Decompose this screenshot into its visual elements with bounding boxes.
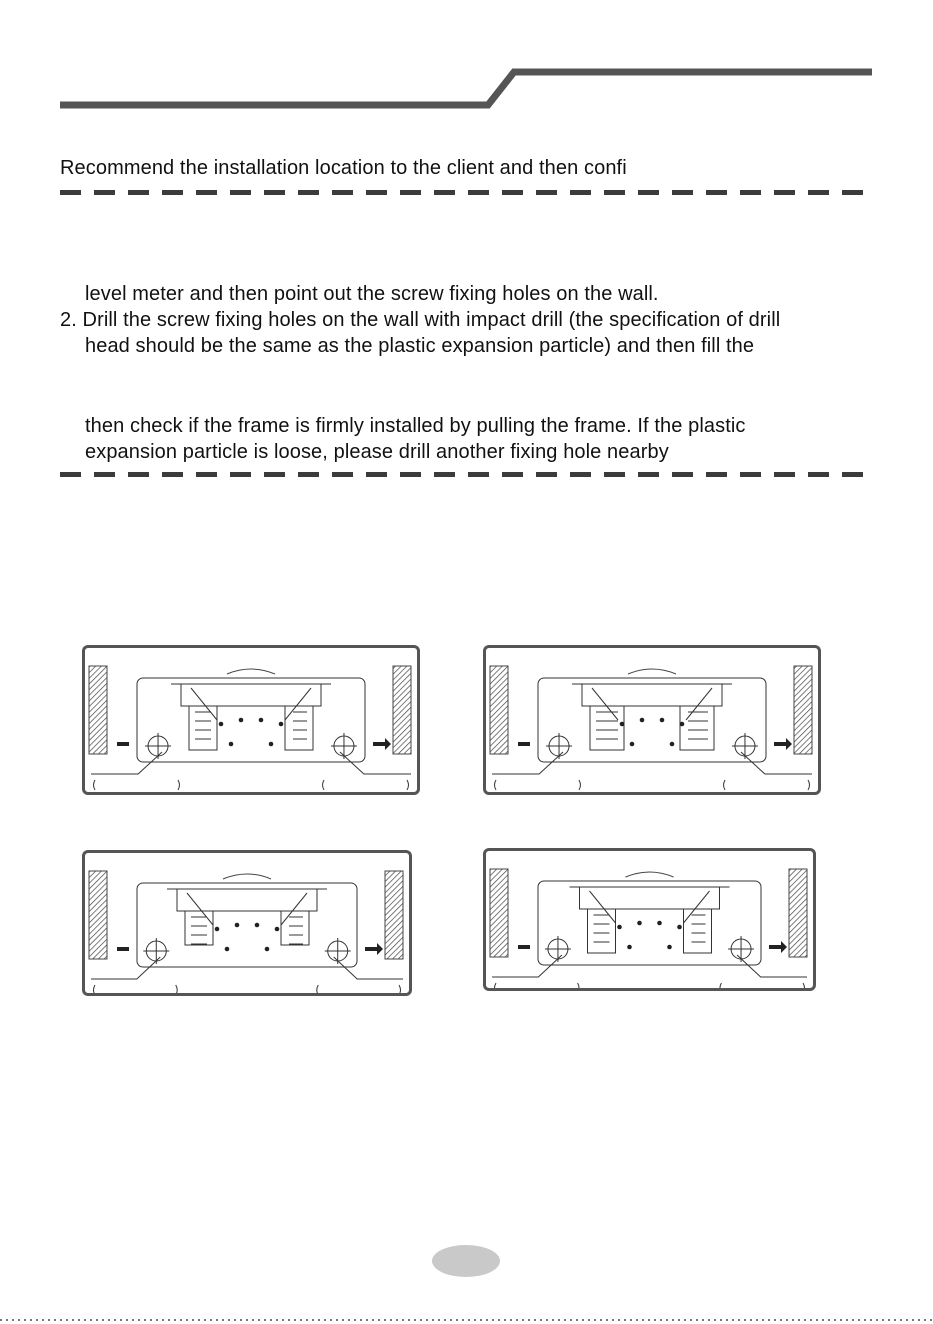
dashed-divider-bottom	[60, 472, 872, 477]
step1-continued: level meter and then point out the screw fixing holes on the wall.	[85, 283, 659, 305]
figure-1	[82, 645, 420, 795]
step2-text: 2. Drill the screw fixing holes on the wall with impact drill (the specification of drill	[60, 309, 781, 331]
dashed-divider-top	[60, 190, 872, 195]
bracket-diagram	[85, 648, 417, 792]
header-rule	[0, 0, 933, 130]
bracket-diagram	[85, 853, 409, 993]
figure-4	[483, 848, 816, 991]
figure-2	[483, 645, 821, 795]
step3-continued-2: expansion particle is loose, please drill another fixing hole nearby	[85, 441, 669, 463]
step2-continued: head should be the same as the plastic expansion particle) and then fill the	[85, 335, 755, 357]
bracket-diagram	[486, 851, 813, 988]
step3-continued-1: then check if the frame is firmly installed by pulling the frame. If the plastic	[85, 415, 746, 437]
figure-3	[82, 850, 412, 996]
bracket-diagram	[486, 648, 818, 792]
bottom-dotted-edge	[0, 1319, 933, 1321]
intro-text: Recommend the installation location to the client and then confi	[60, 157, 627, 179]
page-number-oval	[432, 1245, 500, 1277]
